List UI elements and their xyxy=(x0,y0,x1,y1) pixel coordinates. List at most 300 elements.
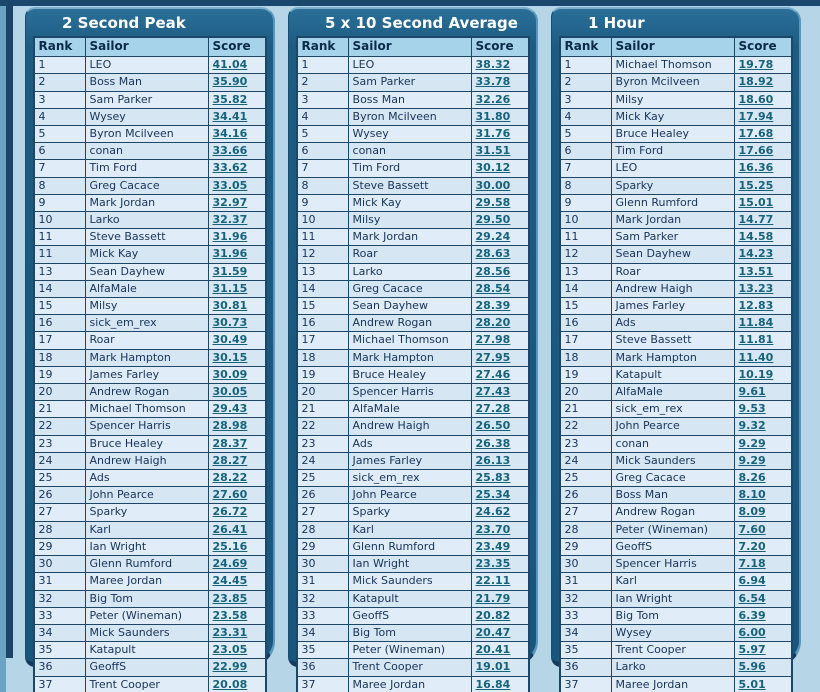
score-link[interactable]: 19.78 xyxy=(738,58,774,72)
table-row xyxy=(560,108,792,125)
rank-cell: 8 xyxy=(560,177,612,194)
sailor-cell: Mick Kay xyxy=(611,108,734,125)
table-row xyxy=(297,418,529,435)
score-link[interactable]: 29.24 xyxy=(475,230,511,244)
sailor-cell: Roar xyxy=(85,332,208,349)
score-link[interactable]: 23.35 xyxy=(475,557,511,571)
score-link[interactable]: 30.15 xyxy=(212,350,248,364)
leaderboard-panel-1 xyxy=(25,7,275,691)
table-row xyxy=(297,521,529,538)
score-link[interactable]: 30.12 xyxy=(475,161,511,175)
score-link[interactable]: 38.32 xyxy=(475,58,511,72)
score-cell xyxy=(208,573,265,590)
table-row xyxy=(560,659,792,676)
sailor-cell: Glenn Rumford xyxy=(611,194,734,211)
score-link[interactable]: 27.43 xyxy=(475,385,511,399)
table-row xyxy=(297,573,529,590)
score-cell xyxy=(734,418,791,435)
table-row xyxy=(297,504,529,521)
score-link[interactable]: 11.84 xyxy=(738,316,774,330)
table-row xyxy=(297,366,529,383)
score-cell xyxy=(734,470,791,487)
score-link[interactable]: 9.29 xyxy=(738,453,766,467)
sailor-cell: Peter (Wineman) xyxy=(611,521,734,538)
score-link[interactable]: 8.26 xyxy=(738,471,766,485)
score-link[interactable]: 27.95 xyxy=(475,350,511,364)
rank-cell: 23 xyxy=(34,435,86,452)
score-link[interactable]: 31.51 xyxy=(475,144,511,158)
score-cell xyxy=(208,556,265,573)
score-link[interactable]: 7.60 xyxy=(738,522,766,536)
top-border-strip xyxy=(0,0,820,6)
score-link[interactable]: 26.41 xyxy=(212,522,248,536)
sailor-cell: Mick Saunders xyxy=(348,573,471,590)
table-row xyxy=(297,349,529,366)
table-row xyxy=(34,366,266,383)
score-link[interactable]: 7.18 xyxy=(738,557,766,571)
score-link[interactable]: 29.50 xyxy=(475,213,511,227)
table-row xyxy=(560,573,792,590)
sailor-cell: conan xyxy=(611,435,734,452)
sailor-cell: Mark Jordan xyxy=(611,212,734,229)
sailor-cell: AlfaMale xyxy=(611,384,734,401)
score-link[interactable]: 21.79 xyxy=(475,591,511,605)
rank-cell: 20 xyxy=(297,384,349,401)
leaderboard-table xyxy=(559,36,793,692)
sailor-cell: Trent Cooper xyxy=(85,676,208,692)
rank-cell: 12 xyxy=(560,246,612,263)
sailor-cell: Byron Mcilveen xyxy=(85,126,208,143)
table-row xyxy=(34,538,266,555)
rank-cell: 19 xyxy=(297,366,349,383)
rank-cell: 14 xyxy=(34,280,86,297)
score-cell xyxy=(734,366,791,383)
score-cell xyxy=(734,659,791,676)
score-link[interactable]: 31.96 xyxy=(212,230,248,244)
table-row xyxy=(34,332,266,349)
score-link[interactable]: 28.98 xyxy=(212,419,248,433)
table-row xyxy=(297,298,529,315)
rank-cell: 13 xyxy=(34,263,86,280)
score-link[interactable]: 17.66 xyxy=(738,144,774,158)
table-row xyxy=(560,349,792,366)
col-header-rank: Rank xyxy=(297,37,349,57)
rank-cell: 12 xyxy=(297,246,349,263)
score-cell xyxy=(471,607,528,624)
rank-cell: 2 xyxy=(34,74,86,91)
score-link[interactable]: 11.81 xyxy=(738,333,774,347)
table-row xyxy=(297,556,529,573)
rank-cell: 23 xyxy=(560,435,612,452)
table-row xyxy=(297,126,529,143)
rank-cell: 5 xyxy=(560,126,612,143)
rank-cell: 26 xyxy=(34,487,86,504)
score-cell xyxy=(471,143,528,160)
sailor-cell: Andrew Haigh xyxy=(611,280,734,297)
panel-title: 1 Hour xyxy=(588,14,645,32)
table-row xyxy=(34,229,266,246)
sailor-cell: Andrew Haigh xyxy=(348,418,471,435)
score-link[interactable]: 7.20 xyxy=(738,539,766,553)
score-link[interactable]: 30.09 xyxy=(212,367,248,381)
score-link[interactable]: 30.49 xyxy=(212,333,248,347)
sailor-cell: Karl xyxy=(85,521,208,538)
score-link[interactable]: 31.15 xyxy=(212,281,248,295)
sailor-cell: Mark Jordan xyxy=(85,194,208,211)
score-cell xyxy=(471,452,528,469)
score-link[interactable]: 24.62 xyxy=(475,505,511,519)
score-link[interactable]: 28.27 xyxy=(212,453,248,467)
score-link[interactable]: 6.54 xyxy=(738,591,766,605)
score-link[interactable]: 41.04 xyxy=(212,58,248,72)
score-link[interactable]: 24.69 xyxy=(212,557,248,571)
rank-cell: 32 xyxy=(560,590,612,607)
sailor-cell: Sam Parker xyxy=(348,74,471,91)
score-link[interactable]: 30.73 xyxy=(212,316,248,330)
score-link[interactable]: 20.08 xyxy=(212,677,248,691)
rank-cell: 13 xyxy=(560,263,612,280)
table-row xyxy=(560,435,792,452)
score-link[interactable]: 14.58 xyxy=(738,230,774,244)
table-row xyxy=(297,57,529,74)
table-row xyxy=(34,246,266,263)
score-link[interactable]: 27.46 xyxy=(475,367,511,381)
score-link[interactable]: 9.32 xyxy=(738,419,766,433)
rank-cell: 5 xyxy=(34,126,86,143)
sailor-cell: Greg Cacace xyxy=(348,280,471,297)
score-link[interactable]: 20.47 xyxy=(475,625,511,639)
table-row xyxy=(34,659,266,676)
score-link[interactable]: 12.83 xyxy=(738,299,774,313)
score-link[interactable]: 22.11 xyxy=(475,574,511,588)
score-link[interactable]: 8.10 xyxy=(738,488,766,502)
score-link[interactable]: 31.59 xyxy=(212,264,248,278)
score-link[interactable]: 28.63 xyxy=(475,247,511,261)
table-row xyxy=(560,280,792,297)
rank-cell: 18 xyxy=(297,349,349,366)
sailor-cell: Katapult xyxy=(85,642,208,659)
score-cell xyxy=(471,160,528,177)
table-row xyxy=(560,366,792,383)
rank-cell: 5 xyxy=(297,126,349,143)
score-link[interactable]: 13.51 xyxy=(738,264,774,278)
score-link[interactable]: 28.54 xyxy=(475,281,511,295)
rank-cell: 21 xyxy=(34,401,86,418)
table-row xyxy=(297,280,529,297)
table-row xyxy=(560,642,792,659)
rank-cell: 30 xyxy=(297,556,349,573)
sailor-cell: Andrew Haigh xyxy=(85,452,208,469)
table-row xyxy=(560,401,792,418)
sailor-cell: Larko xyxy=(348,263,471,280)
rank-cell: 25 xyxy=(34,470,86,487)
score-link[interactable]: 35.82 xyxy=(212,92,248,106)
table-row xyxy=(34,160,266,177)
score-link[interactable]: 15.01 xyxy=(738,195,774,209)
table-row xyxy=(560,160,792,177)
sailor-cell: Peter (Wineman) xyxy=(348,642,471,659)
sailor-cell: Mick Saunders xyxy=(85,624,208,641)
score-link[interactable]: 27.98 xyxy=(475,333,511,347)
table-row xyxy=(297,246,529,263)
score-link[interactable]: 19.01 xyxy=(475,660,511,674)
score-link[interactable]: 28.56 xyxy=(475,264,511,278)
sailor-cell: conan xyxy=(85,143,208,160)
rank-cell: 14 xyxy=(297,280,349,297)
sailor-cell: Mark Hampton xyxy=(611,349,734,366)
score-link[interactable]: 8.09 xyxy=(738,505,766,519)
score-link[interactable]: 31.76 xyxy=(475,127,511,141)
score-link[interactable]: 6.39 xyxy=(738,608,766,622)
score-cell xyxy=(471,246,528,263)
score-link[interactable]: 34.41 xyxy=(212,109,248,123)
score-cell xyxy=(734,108,791,125)
score-cell xyxy=(208,194,265,211)
rank-cell: 27 xyxy=(34,504,86,521)
sailor-cell: Karl xyxy=(348,521,471,538)
table-row xyxy=(560,91,792,108)
score-link[interactable]: 25.83 xyxy=(475,471,511,485)
sailor-cell: Tim Ford xyxy=(348,160,471,177)
rank-cell: 20 xyxy=(34,384,86,401)
sailor-cell: conan xyxy=(348,143,471,160)
score-link[interactable]: 23.58 xyxy=(212,608,248,622)
score-cell xyxy=(208,212,265,229)
rank-cell: 36 xyxy=(297,659,349,676)
rank-cell: 17 xyxy=(297,332,349,349)
sailor-cell: Spencer Harris xyxy=(85,418,208,435)
score-link[interactable]: 23.70 xyxy=(475,522,511,536)
score-cell xyxy=(471,280,528,297)
score-cell xyxy=(208,246,265,263)
table-row xyxy=(34,91,266,108)
table-row xyxy=(34,177,266,194)
col-header-score: Score xyxy=(734,37,791,57)
score-cell xyxy=(734,384,791,401)
score-link[interactable]: 10.19 xyxy=(738,367,774,381)
sailor-cell: AlfaMale xyxy=(85,280,208,297)
score-link[interactable]: 32.37 xyxy=(212,213,248,227)
sailor-cell: AlfaMale xyxy=(348,401,471,418)
score-link[interactable]: 17.94 xyxy=(738,109,774,123)
col-header-score: Score xyxy=(208,37,265,57)
score-link[interactable]: 15.25 xyxy=(738,178,774,192)
rank-cell: 24 xyxy=(297,452,349,469)
sailor-cell: Ads xyxy=(85,470,208,487)
score-cell xyxy=(471,57,528,74)
sailor-cell: Mick Kay xyxy=(348,194,471,211)
rank-cell: 3 xyxy=(297,91,349,108)
table-row xyxy=(560,143,792,160)
score-link[interactable]: 30.05 xyxy=(212,385,248,399)
score-link[interactable]: 5.97 xyxy=(738,643,766,657)
score-link[interactable]: 18.92 xyxy=(738,75,774,89)
score-link[interactable]: 31.96 xyxy=(212,247,248,261)
score-link[interactable]: 25.34 xyxy=(475,488,511,502)
score-link[interactable]: 5.96 xyxy=(738,660,766,674)
score-link[interactable]: 31.80 xyxy=(475,109,511,123)
table-row xyxy=(297,384,529,401)
score-link[interactable]: 14.23 xyxy=(738,247,774,261)
score-link[interactable]: 17.68 xyxy=(738,127,774,141)
sailor-cell: Milsy xyxy=(85,298,208,315)
rank-cell: 29 xyxy=(34,538,86,555)
panel-title: 5 x 10 Second Average xyxy=(325,14,518,32)
score-link[interactable]: 33.05 xyxy=(212,178,248,192)
score-link[interactable]: 6.94 xyxy=(738,574,766,588)
sailor-cell: Bruce Healey xyxy=(85,435,208,452)
rank-cell: 1 xyxy=(297,57,349,74)
sailor-cell: James Farley xyxy=(85,366,208,383)
score-link[interactable]: 5.01 xyxy=(738,677,766,691)
score-link[interactable]: 26.72 xyxy=(212,505,248,519)
sailor-cell: Tim Ford xyxy=(611,143,734,160)
rank-cell: 37 xyxy=(34,676,86,692)
rank-cell: 28 xyxy=(560,521,612,538)
score-link[interactable]: 27.60 xyxy=(212,488,248,502)
table-row xyxy=(297,470,529,487)
score-link[interactable]: 34.16 xyxy=(212,127,248,141)
rank-cell: 22 xyxy=(34,418,86,435)
score-cell xyxy=(734,521,791,538)
score-cell xyxy=(734,624,791,641)
rank-cell: 24 xyxy=(560,452,612,469)
score-link[interactable]: 20.82 xyxy=(475,608,511,622)
score-link[interactable]: 14.77 xyxy=(738,213,774,227)
score-link[interactable]: 23.05 xyxy=(212,643,248,657)
score-cell xyxy=(208,452,265,469)
score-link[interactable]: 22.99 xyxy=(212,660,248,674)
sailor-cell: Boss Man xyxy=(348,91,471,108)
score-cell xyxy=(208,470,265,487)
score-link[interactable]: 23.49 xyxy=(475,539,511,553)
table-row xyxy=(34,108,266,125)
score-link[interactable]: 26.50 xyxy=(475,419,511,433)
score-link[interactable]: 28.37 xyxy=(212,436,248,450)
rank-cell: 6 xyxy=(560,143,612,160)
sailor-cell: Steve Bassett xyxy=(348,177,471,194)
score-cell xyxy=(471,315,528,332)
rank-cell: 31 xyxy=(560,573,612,590)
score-cell xyxy=(734,143,791,160)
sailor-cell: Sam Parker xyxy=(85,91,208,108)
score-link[interactable]: 32.97 xyxy=(212,195,248,209)
score-link[interactable]: 11.40 xyxy=(738,350,774,364)
table-row xyxy=(297,401,529,418)
rank-cell: 1 xyxy=(560,57,612,74)
score-link[interactable]: 9.61 xyxy=(738,385,766,399)
sailor-cell: Larko xyxy=(85,212,208,229)
rank-cell: 9 xyxy=(560,194,612,211)
score-link[interactable]: 24.45 xyxy=(212,574,248,588)
score-cell xyxy=(471,418,528,435)
table-row xyxy=(297,315,529,332)
score-link[interactable]: 16.36 xyxy=(738,161,774,175)
rank-cell: 33 xyxy=(560,607,612,624)
score-link[interactable]: 28.39 xyxy=(475,299,511,313)
score-cell xyxy=(734,57,791,74)
score-cell xyxy=(734,280,791,297)
score-link[interactable]: 29.58 xyxy=(475,195,511,209)
score-cell xyxy=(208,349,265,366)
score-cell xyxy=(471,573,528,590)
rank-cell: 4 xyxy=(560,108,612,125)
rank-cell: 28 xyxy=(297,521,349,538)
rank-cell: 28 xyxy=(34,521,86,538)
rank-cell: 34 xyxy=(34,624,86,641)
score-link[interactable]: 6.00 xyxy=(738,625,766,639)
score-link[interactable]: 27.28 xyxy=(475,402,511,416)
score-link[interactable]: 26.38 xyxy=(475,436,511,450)
sailor-cell: Maree Jordan xyxy=(85,573,208,590)
score-link[interactable]: 9.29 xyxy=(738,436,766,450)
score-link[interactable]: 20.41 xyxy=(475,643,511,657)
score-link[interactable]: 33.62 xyxy=(212,161,248,175)
rank-cell: 23 xyxy=(297,435,349,452)
score-cell xyxy=(208,126,265,143)
score-link[interactable]: 28.22 xyxy=(212,471,248,485)
score-cell xyxy=(471,556,528,573)
score-link[interactable]: 13.23 xyxy=(738,281,774,295)
leaderboard-panel-3 xyxy=(551,7,801,691)
score-link[interactable]: 25.16 xyxy=(212,539,248,553)
rank-cell: 15 xyxy=(34,298,86,315)
score-link[interactable]: 29.43 xyxy=(212,402,248,416)
score-link[interactable]: 30.81 xyxy=(212,299,248,313)
score-cell xyxy=(734,642,791,659)
rank-cell: 6 xyxy=(297,143,349,160)
score-cell xyxy=(471,108,528,125)
score-cell xyxy=(471,642,528,659)
score-cell xyxy=(208,298,265,315)
sailor-cell: Byron Mcilveen xyxy=(348,108,471,125)
table-row xyxy=(297,435,529,452)
score-link[interactable]: 23.31 xyxy=(212,625,248,639)
table-row xyxy=(34,487,266,504)
rank-cell: 16 xyxy=(297,315,349,332)
score-link[interactable]: 33.78 xyxy=(475,75,511,89)
sailor-cell: Spencer Harris xyxy=(611,556,734,573)
score-cell xyxy=(734,487,791,504)
score-cell xyxy=(734,504,791,521)
table-row xyxy=(297,624,529,641)
rank-cell: 25 xyxy=(297,470,349,487)
score-cell xyxy=(734,74,791,91)
table-row xyxy=(34,298,266,315)
score-link[interactable]: 28.20 xyxy=(475,316,511,330)
rank-cell: 11 xyxy=(34,229,86,246)
score-link[interactable]: 23.85 xyxy=(212,591,248,605)
rank-cell: 36 xyxy=(34,659,86,676)
score-link[interactable]: 30.00 xyxy=(475,178,511,192)
score-cell xyxy=(471,487,528,504)
score-link[interactable]: 18.60 xyxy=(738,92,774,106)
table-row xyxy=(297,160,529,177)
score-cell xyxy=(471,74,528,91)
rank-cell: 8 xyxy=(34,177,86,194)
score-cell xyxy=(208,676,265,692)
rank-cell: 17 xyxy=(34,332,86,349)
score-link[interactable]: 9.53 xyxy=(738,402,766,416)
score-link[interactable]: 16.84 xyxy=(475,677,511,691)
score-link[interactable]: 33.66 xyxy=(212,144,248,158)
table-row xyxy=(34,435,266,452)
score-cell xyxy=(734,556,791,573)
sailor-cell: Roar xyxy=(348,246,471,263)
score-link[interactable]: 35.90 xyxy=(212,75,248,89)
score-link[interactable]: 26.13 xyxy=(475,453,511,467)
score-link[interactable]: 32.26 xyxy=(475,92,511,106)
